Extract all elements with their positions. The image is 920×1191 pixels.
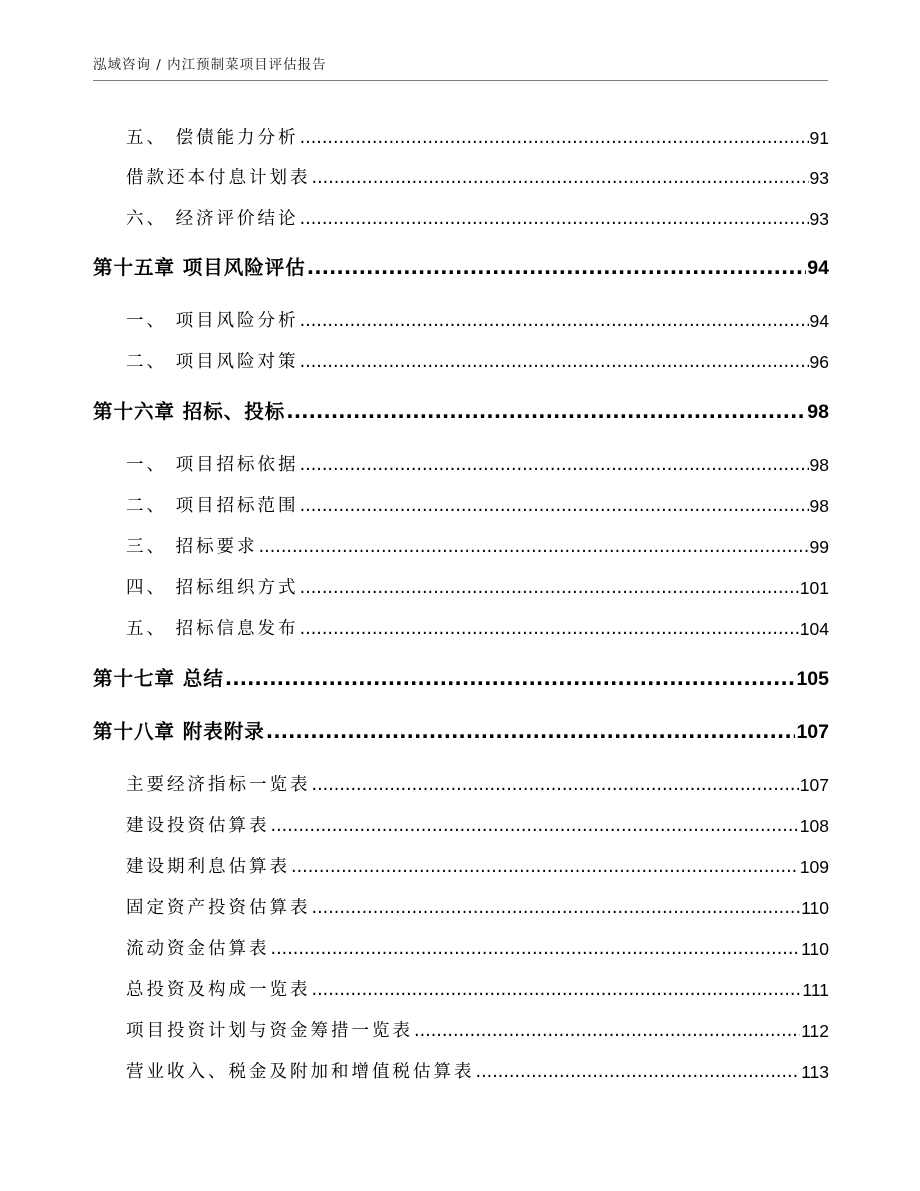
toc-dot-leader <box>300 617 799 641</box>
toc-entry-title: 主要经济指标一览表 <box>126 775 311 795</box>
toc-entry-title: 固定资产投资估算表 <box>126 898 311 918</box>
toc-entry[interactable] <box>93 849 829 879</box>
toc-dot-leader <box>300 309 809 333</box>
toc-dot-leader <box>225 666 796 692</box>
toc-chapter-title: 第十八章 附表附录 <box>93 720 265 743</box>
toc-chapter-entry[interactable] <box>93 662 829 692</box>
toc-entry[interactable] <box>93 611 829 641</box>
toc-entry[interactable] <box>93 488 829 518</box>
toc-entry-page: 91 <box>809 128 829 148</box>
toc-entry-page: 94 <box>809 311 829 331</box>
toc-dot-leader <box>300 207 809 231</box>
toc-entry-page: 109 <box>799 857 829 877</box>
toc-dot-leader <box>307 255 807 281</box>
toc-entry-title: 营业收入、税金及附加和增值税估算表 <box>126 1062 475 1082</box>
toc-entry-page: 110 <box>801 898 829 918</box>
toc-entry-title: 建设投资估算表 <box>126 816 270 836</box>
toc-entry-page: 104 <box>799 619 829 639</box>
toc-entry-title: 五、 偿债能力分析 <box>126 128 299 148</box>
toc-entry-page: 98 <box>809 496 829 516</box>
toc-entry-title: 二、 项目招标范围 <box>126 496 299 516</box>
toc-entry-title: 项目投资计划与资金筹措一览表 <box>126 1021 413 1041</box>
toc-chapter-title: 第十七章 总结 <box>93 667 224 690</box>
toc-entry-title: 二、 项目风险对策 <box>126 352 299 372</box>
toc-entry[interactable] <box>93 931 829 961</box>
toc-entry[interactable] <box>93 972 829 1002</box>
toc-chapter-title: 第十六章 招标、投标 <box>93 400 286 423</box>
toc-entry[interactable] <box>93 808 829 838</box>
toc-dot-leader <box>291 855 799 879</box>
toc-entry[interactable] <box>93 120 829 150</box>
toc-dot-leader <box>414 1019 800 1043</box>
toc-entry-title: 建设期利息估算表 <box>126 857 290 877</box>
toc-entry[interactable] <box>93 160 829 190</box>
toc-entry-page: 112 <box>801 1021 829 1041</box>
toc-entry[interactable] <box>93 1013 829 1043</box>
toc-entry[interactable] <box>93 767 829 797</box>
toc-entry-page: 111 <box>802 980 829 1000</box>
toc-dot-leader <box>271 814 799 838</box>
toc-chapter-entry[interactable] <box>93 251 829 281</box>
toc-dot-leader <box>300 350 809 374</box>
toc-dot-leader <box>266 719 796 745</box>
toc-dot-leader <box>300 126 809 150</box>
toc-chapter-entry[interactable] <box>93 395 829 425</box>
toc-entry[interactable] <box>93 570 829 600</box>
toc-entry[interactable] <box>93 303 829 333</box>
toc-entry-page: 110 <box>801 939 829 959</box>
toc-entry-title: 流动资金估算表 <box>126 939 270 959</box>
toc-entry-title: 六、 经济评价结论 <box>126 209 299 229</box>
toc-entry[interactable] <box>93 447 829 477</box>
toc-chapter-page: 94 <box>807 257 829 279</box>
toc-entry-title: 一、 项目风险分析 <box>126 311 299 331</box>
toc-chapter-page: 105 <box>796 668 829 690</box>
toc-entry-page: 113 <box>801 1062 829 1082</box>
toc-entry-page: 93 <box>809 209 829 229</box>
toc-entry-page: 96 <box>809 352 829 372</box>
toc-dot-leader <box>286 399 806 425</box>
toc-entry-page: 108 <box>799 816 829 836</box>
toc-entry-title: 总投资及构成一览表 <box>126 980 311 1000</box>
header-text: 泓域咨询 / 内江预制菜项目评估报告 <box>93 57 327 73</box>
toc-entry[interactable] <box>93 344 829 374</box>
toc-dot-leader <box>312 773 799 797</box>
toc-chapter-title: 第十五章 项目风险评估 <box>93 256 306 279</box>
page-header <box>93 54 828 81</box>
toc-chapter-entry[interactable] <box>93 715 829 745</box>
toc-dot-leader <box>300 576 799 600</box>
toc-entry-title: 三、 招标要求 <box>126 537 258 557</box>
toc-entry-title: 五、 招标信息发布 <box>126 619 299 639</box>
toc-chapter-page: 107 <box>796 721 829 743</box>
toc-entry-title: 一、 项目招标依据 <box>126 455 299 475</box>
toc-dot-leader <box>271 937 801 961</box>
toc-entry[interactable] <box>93 890 829 920</box>
toc-dot-leader <box>476 1060 801 1084</box>
toc-dot-leader <box>300 453 809 477</box>
toc-entry-title: 四、 招标组织方式 <box>126 578 299 598</box>
toc-entry-title: 借款还本付息计划表 <box>126 168 311 188</box>
toc-dot-leader <box>259 535 809 559</box>
toc-dot-leader <box>312 166 809 190</box>
toc-entry-page: 99 <box>809 537 829 557</box>
toc-dot-leader <box>300 494 809 518</box>
toc-entry[interactable] <box>93 1054 829 1084</box>
toc-dot-leader <box>312 978 802 1002</box>
toc-entry-page: 107 <box>799 775 829 795</box>
toc-entry[interactable] <box>93 201 829 231</box>
toc-dot-leader <box>312 896 801 920</box>
toc-entry-page: 101 <box>799 578 829 598</box>
toc-chapter-page: 98 <box>807 401 829 423</box>
toc-entry-page: 98 <box>809 455 829 475</box>
toc-entry-page: 93 <box>809 168 829 188</box>
toc-entry[interactable] <box>93 529 829 559</box>
